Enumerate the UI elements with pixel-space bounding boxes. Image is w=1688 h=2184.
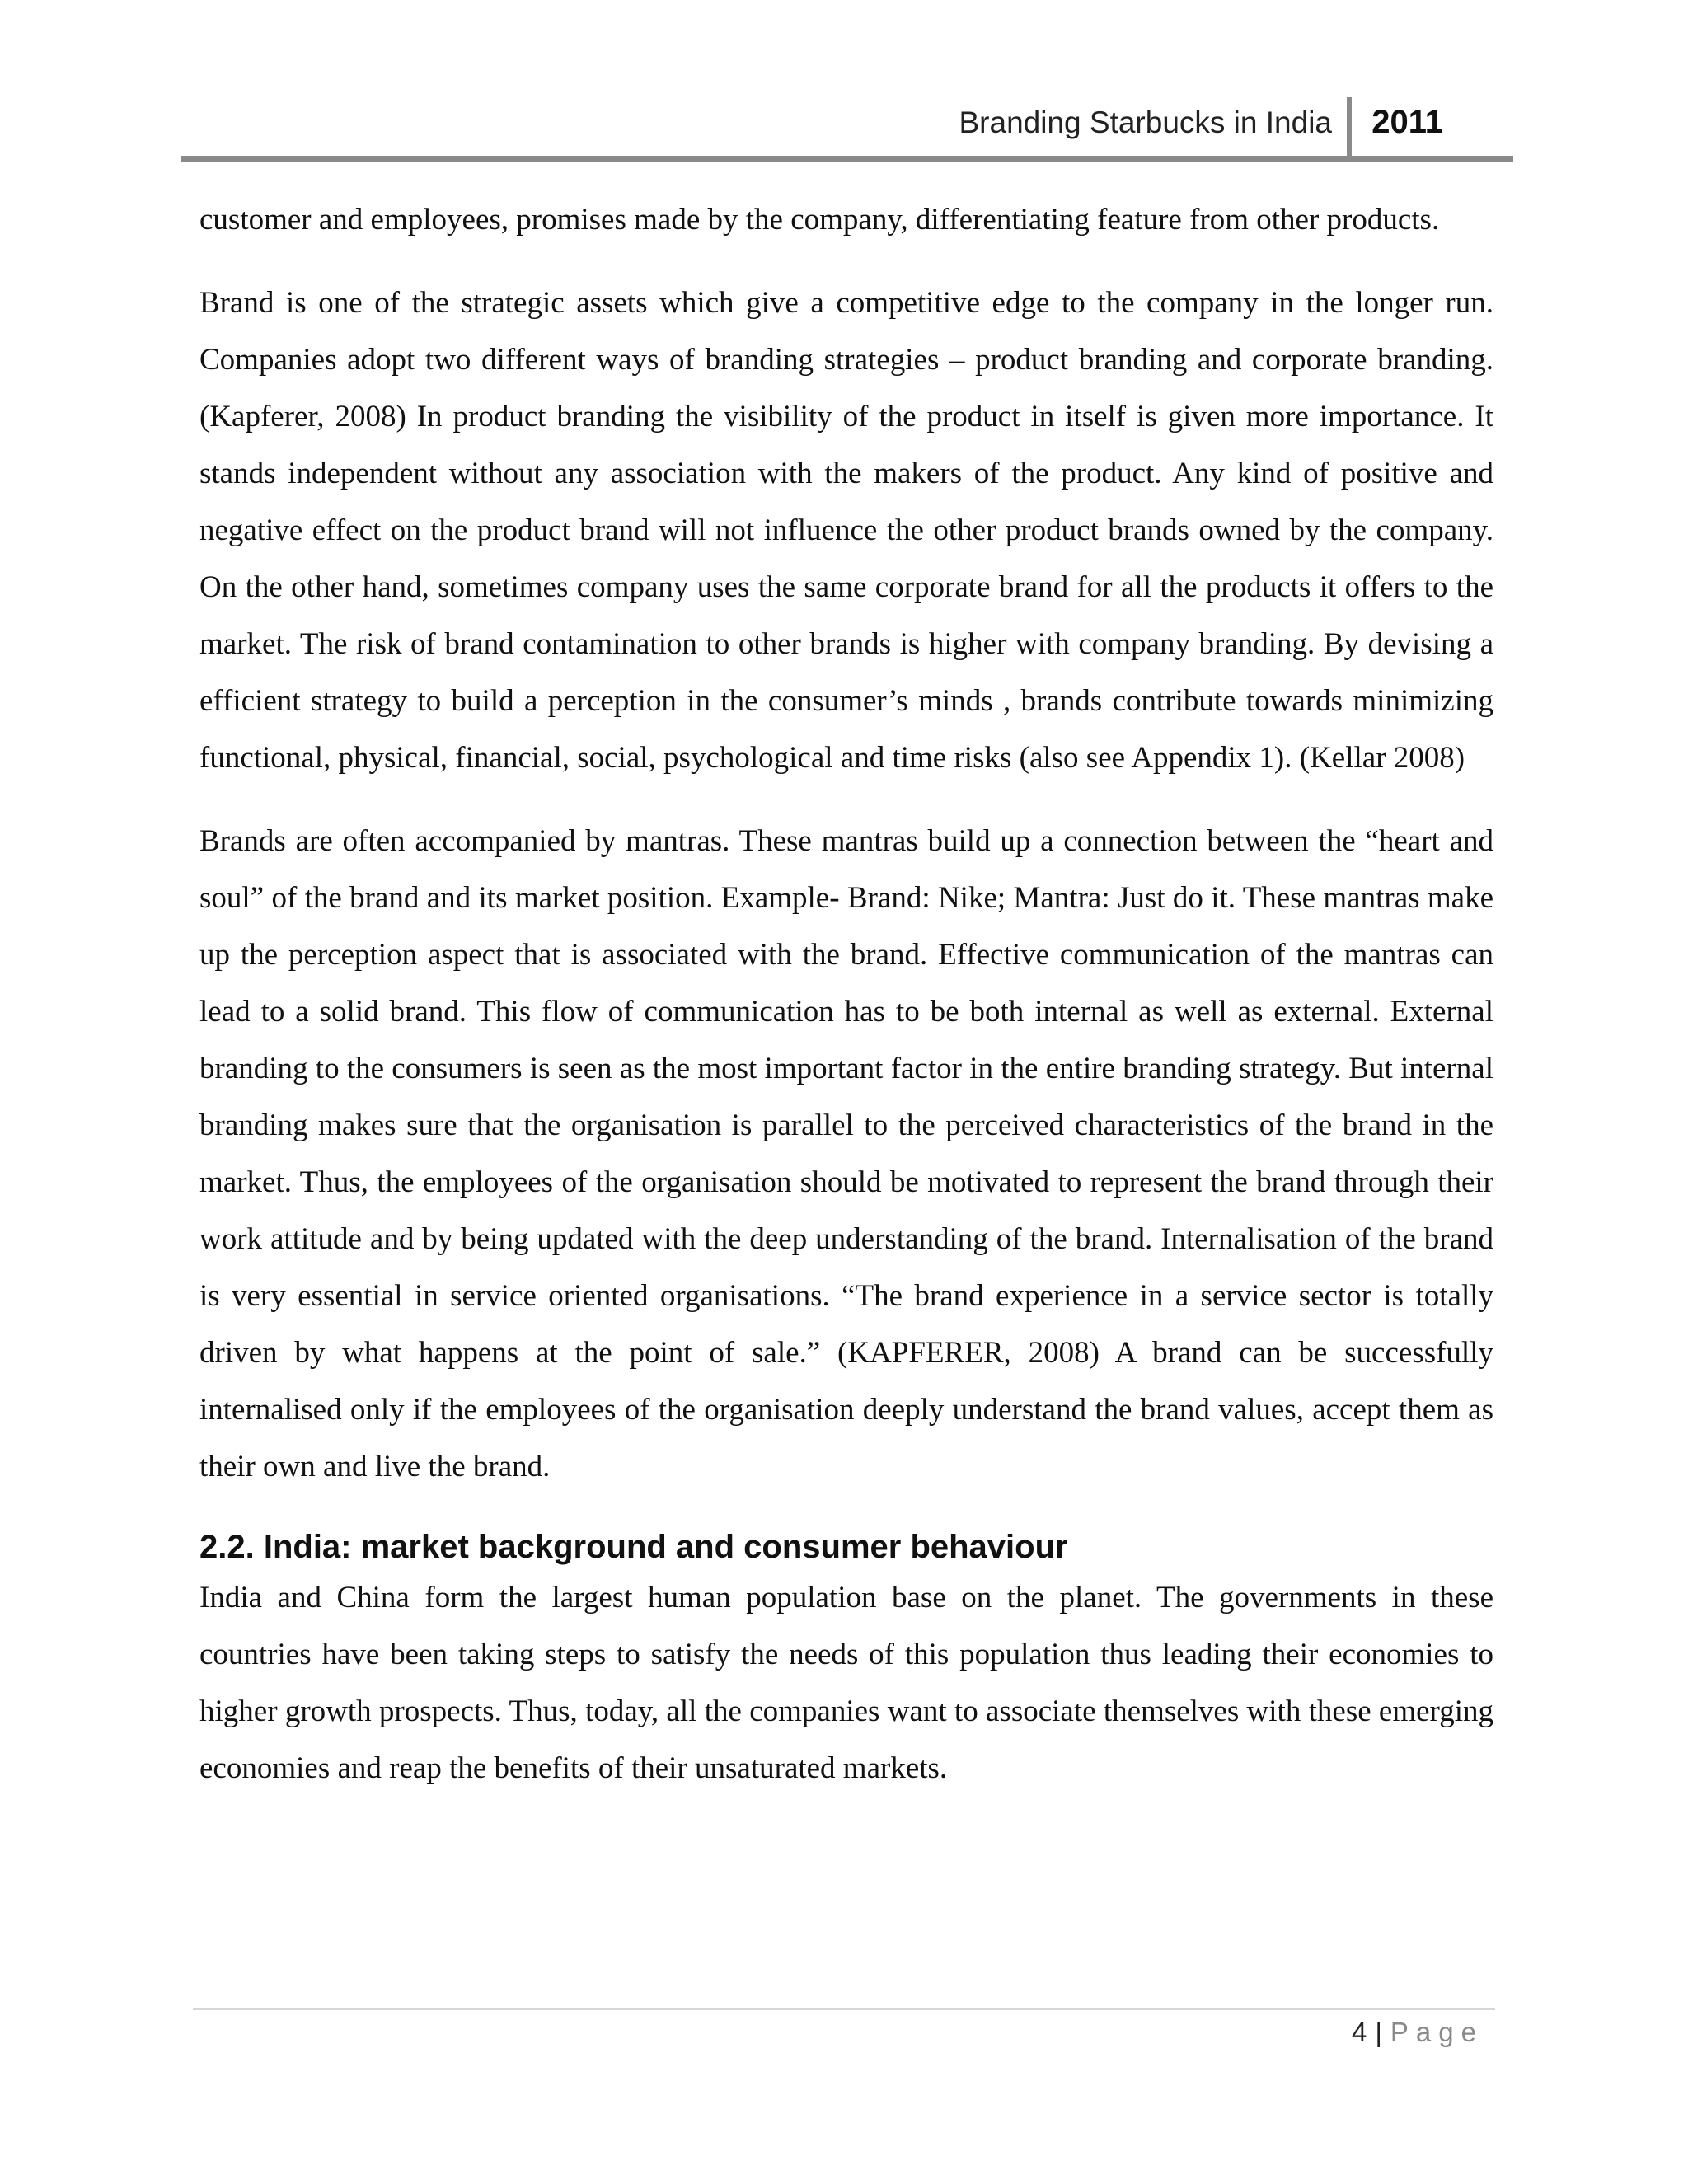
body-paragraph-1: customer and employees, promises made by the company, differentiating feature from other products. xyxy=(199,203,1440,237)
footer-rule xyxy=(193,2008,1495,2010)
section-heading: 2.2. India: market background and consumer behaviour xyxy=(199,1529,1068,1565)
header-year: 2011 xyxy=(1372,104,1443,140)
page-label: Page xyxy=(1390,2017,1484,2047)
body-paragraph-2: Brand is one of the strategic assets which give a competitive edge to the company in the longer run. Companies adopt two different ways of branding strategies – product branding and corporate branding. (Kapferer, 2008) In product branding the visibility of the product in itself is given more importance. It stands independent without any association with the makers of the product. Any kind of positive and negative effect on the product brand will not influence the other product brands owned by the company. On the other hand, sometimes company uses the same corporate brand for all the products it offers to the market. The risk of brand contamination to other brands is higher with company branding. By devising a efficient strategy to build a perception in the consumer’s minds , brands contribute towards minimizing functional, physical, financial, social, psychological and time risks (also see Appendix 1). (Kellar 2008) xyxy=(199,286,1493,775)
header-title: Branding Starbucks in India xyxy=(959,105,1332,139)
page-number: 4 xyxy=(1351,2017,1367,2047)
footer-separator: | xyxy=(1375,2017,1382,2047)
page-footer xyxy=(1352,2017,1484,2048)
header-rule xyxy=(181,156,1513,162)
body-paragraph-3: Brands are often accompanied by mantras. These mantras build up a connection between the “heart and soul” of the brand and its market position. Example- Brand: Nike; Mantra: Just do it. These mantras make up the perception aspect that is associated with the brand. Effective communication of the mantras can lead to a solid brand. This flow of communication has to be both internal as well as external. External branding to the consumers is seen as the most important factor in the entire branding strategy. But internal branding makes sure that the organisation is parallel to the perceived characteristics of the brand in the market. Thus, the employees of the organisation should be motivated to represent the brand through their work attitude and by being updated with the deep understanding of the brand. Internalisation of the brand is very essential in service oriented organisations. “The brand experience in a service sector is totally driven by what happens at the point of sale.” (KAPFERER, 2008) A brand can be successfully internalised only if the employees of the organisation deeply understand the brand values, accept them as their own and live the brand. xyxy=(199,824,1493,1483)
section-paragraph: India and China form the largest human population base on the planet. The governments in these countries have been taking steps to satisfy the needs of this population thus leading their economies to higher growth prospects. Thus, today, all the companies want to associate themselves with these emerging economies and reap the benefits of their unsaturated markets. xyxy=(199,1581,1493,1785)
page-header xyxy=(181,97,1513,162)
header-separator xyxy=(1347,97,1352,160)
page-body xyxy=(199,191,1493,1823)
